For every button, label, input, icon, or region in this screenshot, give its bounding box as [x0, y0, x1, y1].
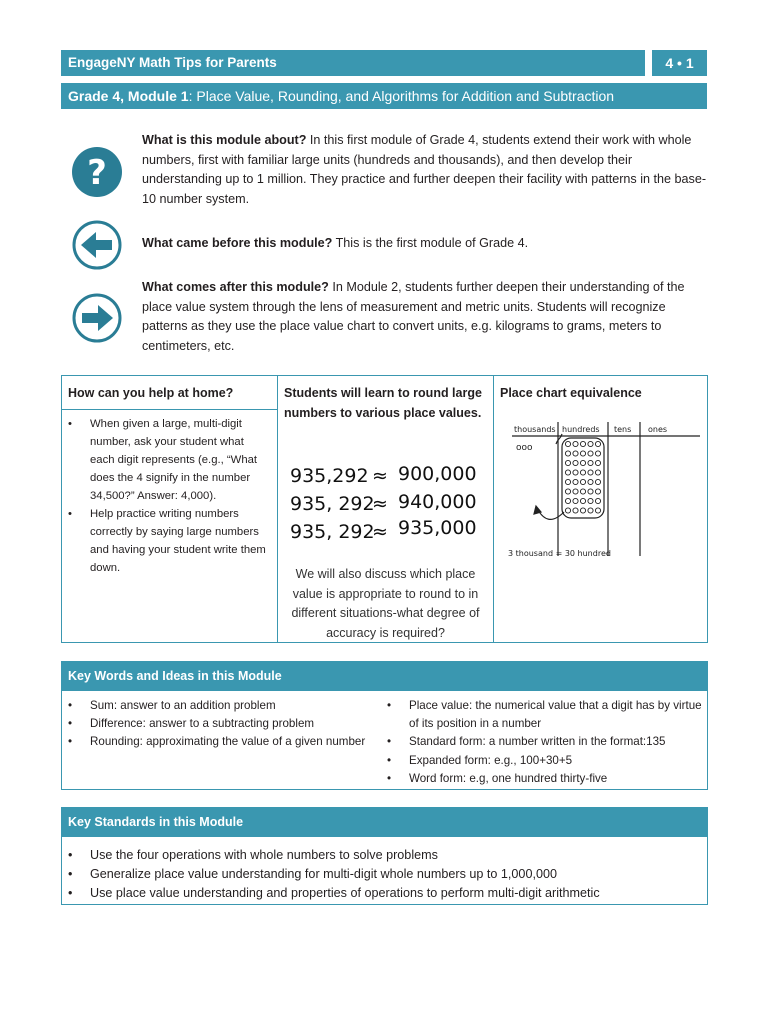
- list-item: • Use the four operations with whole numbers to solve problems: [68, 846, 600, 865]
- approx-symbol: ≈: [372, 521, 388, 543]
- module-number-badge: 4 • 1: [652, 50, 707, 76]
- hundred-chips: [565, 441, 600, 513]
- hundred-chip: [580, 460, 585, 465]
- approx-symbol: ≈: [372, 493, 388, 515]
- hundred-chip: [565, 498, 570, 503]
- module-title-bar: [61, 83, 707, 109]
- place-chart-title: Place chart equivalence: [500, 386, 642, 400]
- about-heading: What is this module about?: [142, 133, 307, 147]
- list-item: • When given a large, multi-digit number, ask your student what each digit represents (e.g., “What does the 4 signify in the number 34,500?” Answer: 4,000).: [68, 415, 271, 505]
- hundred-chip: [588, 460, 593, 465]
- page-title: EngageNY Math Tips for Parents: [61, 50, 645, 76]
- list-item: • Difference: answer to a subtracting problem: [68, 715, 378, 733]
- arrow-left-icon: [72, 220, 122, 270]
- hundred-chip: [580, 508, 585, 513]
- hundred-chip: [565, 441, 570, 446]
- hundred-chip: [573, 508, 578, 513]
- hundred-chip: [588, 451, 593, 456]
- rounding-right-2: 940,000: [398, 491, 477, 513]
- module-subtitle: : Place Value, Rounding, and Algorithms for Addition and Subtraction: [188, 88, 615, 104]
- hundred-chip: [595, 479, 600, 484]
- after-block: [142, 278, 712, 356]
- approx-symbol: ≈: [372, 465, 388, 487]
- hundred-chip: [565, 489, 570, 494]
- column-thousands: thousands: [514, 425, 556, 434]
- hundred-chip: [580, 489, 585, 494]
- hundred-chip: [595, 441, 600, 446]
- list-item: • Place value: the numerical value that a digit has by virtue of its position in a number: [387, 697, 703, 733]
- header-bar: [61, 50, 707, 76]
- after-text: In Module 2, students further deepen their understanding of the place value system through the lens of measurement and metric units. Students will recognize patterns as they use the place value chart to convert units, e.g. kilograms to grams, meters to centimeters, etc.: [142, 280, 685, 353]
- hundred-chip: [565, 451, 570, 456]
- hundred-chip: [565, 470, 570, 475]
- hundred-chip: [565, 460, 570, 465]
- list-item: • Sum: answer to an addition problem: [68, 697, 378, 715]
- place-chart-column: [494, 376, 707, 642]
- key-words-right-list: [387, 697, 703, 788]
- list-item: • Generalize place value understanding for multi-digit whole numbers up to 1,000,000: [68, 865, 600, 884]
- list-item: • Help practice writing numbers correctly by saying large numbers and having your student write them down.: [68, 505, 271, 577]
- hundred-chip: [595, 460, 600, 465]
- column-tens: tens: [614, 425, 632, 434]
- question-icon: [72, 147, 122, 197]
- hundred-chip: [573, 498, 578, 503]
- hundred-chip: [588, 498, 593, 503]
- about-text: In this first module of Grade 4, students extend their work with whole numbers, first with familiar large units (hundreds and thousands), and then develop their understanding up to 1 million. They practice and further deepen their facility with patterns in the base-10 number system.: [142, 133, 707, 206]
- after-heading: What comes after this module?: [142, 280, 329, 294]
- key-words-header: Key Words and Ideas in this Module: [61, 661, 708, 691]
- help-title: How can you help at home?: [62, 376, 277, 410]
- chart-caption: 3 thousand = 30 hundred: [508, 549, 611, 558]
- key-standards-list: [68, 846, 600, 903]
- hundred-chip: [595, 451, 600, 456]
- hundred-chip: [580, 498, 585, 503]
- key-standards-header: Key Standards in this Module: [61, 807, 708, 837]
- rounding-left-2: 935, 292: [290, 493, 375, 515]
- arrow-right-icon: [72, 293, 122, 343]
- hundred-chip: [580, 441, 585, 446]
- rounding-left-1: 935,292: [290, 465, 369, 487]
- hundred-chip: [573, 460, 578, 465]
- list-item: • Standard form: a number written in the format:135: [387, 733, 703, 751]
- svg-text:?: ?: [87, 153, 107, 193]
- before-heading: What came before this module?: [142, 236, 333, 250]
- key-standards-box: [61, 837, 708, 905]
- hundred-chip: [588, 508, 593, 513]
- list-item: • Rounding: approximating the value of a given number: [68, 733, 378, 751]
- key-words-left-list: [68, 697, 378, 752]
- about-block: [142, 131, 712, 209]
- hundred-chip: [565, 479, 570, 484]
- before-block: [142, 234, 712, 254]
- place-value-chart: [508, 416, 703, 566]
- rounding-title: Students will learn to round large numbers to various place values.: [284, 386, 482, 420]
- rounding-note: We will also discuss which place value is appropriate to round to in different situations-what degree of accuracy is required?: [291, 567, 480, 640]
- module-label: Grade 4, Module 1: [68, 88, 189, 104]
- hundred-chip: [595, 489, 600, 494]
- rounding-left-3: 935, 292: [290, 521, 375, 543]
- hundred-chip: [573, 470, 578, 475]
- hundred-chip: [595, 470, 600, 475]
- hundred-chip: [573, 451, 578, 456]
- hundred-chip: [573, 479, 578, 484]
- list-item: • Word form: e.g, one hundred thirty-five: [387, 770, 703, 788]
- hundred-chip: [588, 441, 593, 446]
- rounding-right-3: 935,000: [398, 517, 477, 539]
- hundred-chip: [565, 508, 570, 513]
- hundred-chip: [573, 441, 578, 446]
- list-item: • Use place value understanding and properties of operations to perform multi-digit arithmetic: [68, 884, 600, 903]
- column-hundreds: hundreds: [562, 425, 600, 434]
- hundred-chip: [588, 470, 593, 475]
- hundred-chip: [588, 479, 593, 484]
- hundred-chip: [580, 479, 585, 484]
- rounding-right-1: 900,000: [398, 463, 477, 485]
- hundred-chip: [580, 470, 585, 475]
- info-grid: [61, 375, 708, 643]
- hundred-chip: [595, 498, 600, 503]
- rounding-examples: [286, 456, 486, 552]
- column-ones: ones: [648, 425, 668, 434]
- rounding-column: [278, 376, 494, 642]
- hundred-chip: [588, 489, 593, 494]
- hundred-chip: [595, 508, 600, 513]
- list-item: • Expanded form: e.g., 100+30+5: [387, 752, 703, 770]
- key-words-box: [61, 691, 708, 790]
- hundred-chip: [580, 451, 585, 456]
- help-column: [62, 376, 278, 642]
- hundred-chip: [573, 489, 578, 494]
- module-title: [61, 83, 707, 109]
- help-list: [62, 410, 277, 577]
- thousands-marks: ooo: [516, 443, 533, 453]
- before-text: This is the first module of Grade 4.: [332, 236, 529, 250]
